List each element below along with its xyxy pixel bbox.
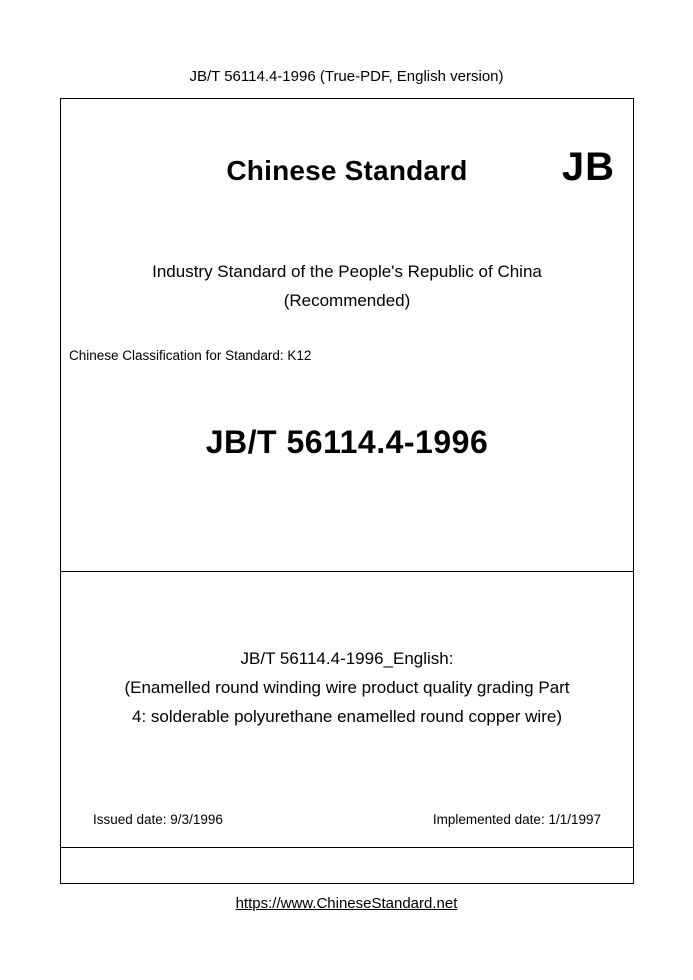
- dates-row: [61, 812, 633, 827]
- issued-date: Issued date: 9/3/1996: [93, 812, 223, 827]
- cover-upper-section: [61, 99, 633, 572]
- industry-standard-line-1: Industry Standard of the People's Republic of China: [152, 262, 542, 281]
- cover-title: Chinese Standard: [226, 155, 468, 186]
- jb-logo-mark: JB: [561, 145, 615, 189]
- document-caption: JB/T 56114.4-1996 (True-PDF, English version): [189, 68, 504, 85]
- classification-code: Chinese Classification for Standard: K12: [69, 348, 312, 363]
- english-title-line-1: JB/T 56114.4-1996_English:: [240, 649, 454, 668]
- english-title: [61, 644, 633, 731]
- english-title-line-3: 4: solderable polyurethane enamelled round copper wire): [132, 707, 562, 726]
- cover-lower-section: [61, 572, 633, 847]
- cover-frame: [60, 98, 634, 884]
- implemented-date: Implemented date: 1/1/1997: [432, 812, 601, 827]
- industry-standard-line-2: (Recommended): [283, 291, 411, 310]
- industry-standard-text: [61, 257, 633, 315]
- english-title-line-2: (Enamelled round winding wire product quality grading Part: [124, 678, 570, 697]
- cover-footer-bar: [61, 847, 633, 883]
- chinese-standard-website-link[interactable]: https://www.ChineseStandard.net: [235, 895, 458, 912]
- standard-number: JB/T 56114.4-1996: [205, 424, 489, 460]
